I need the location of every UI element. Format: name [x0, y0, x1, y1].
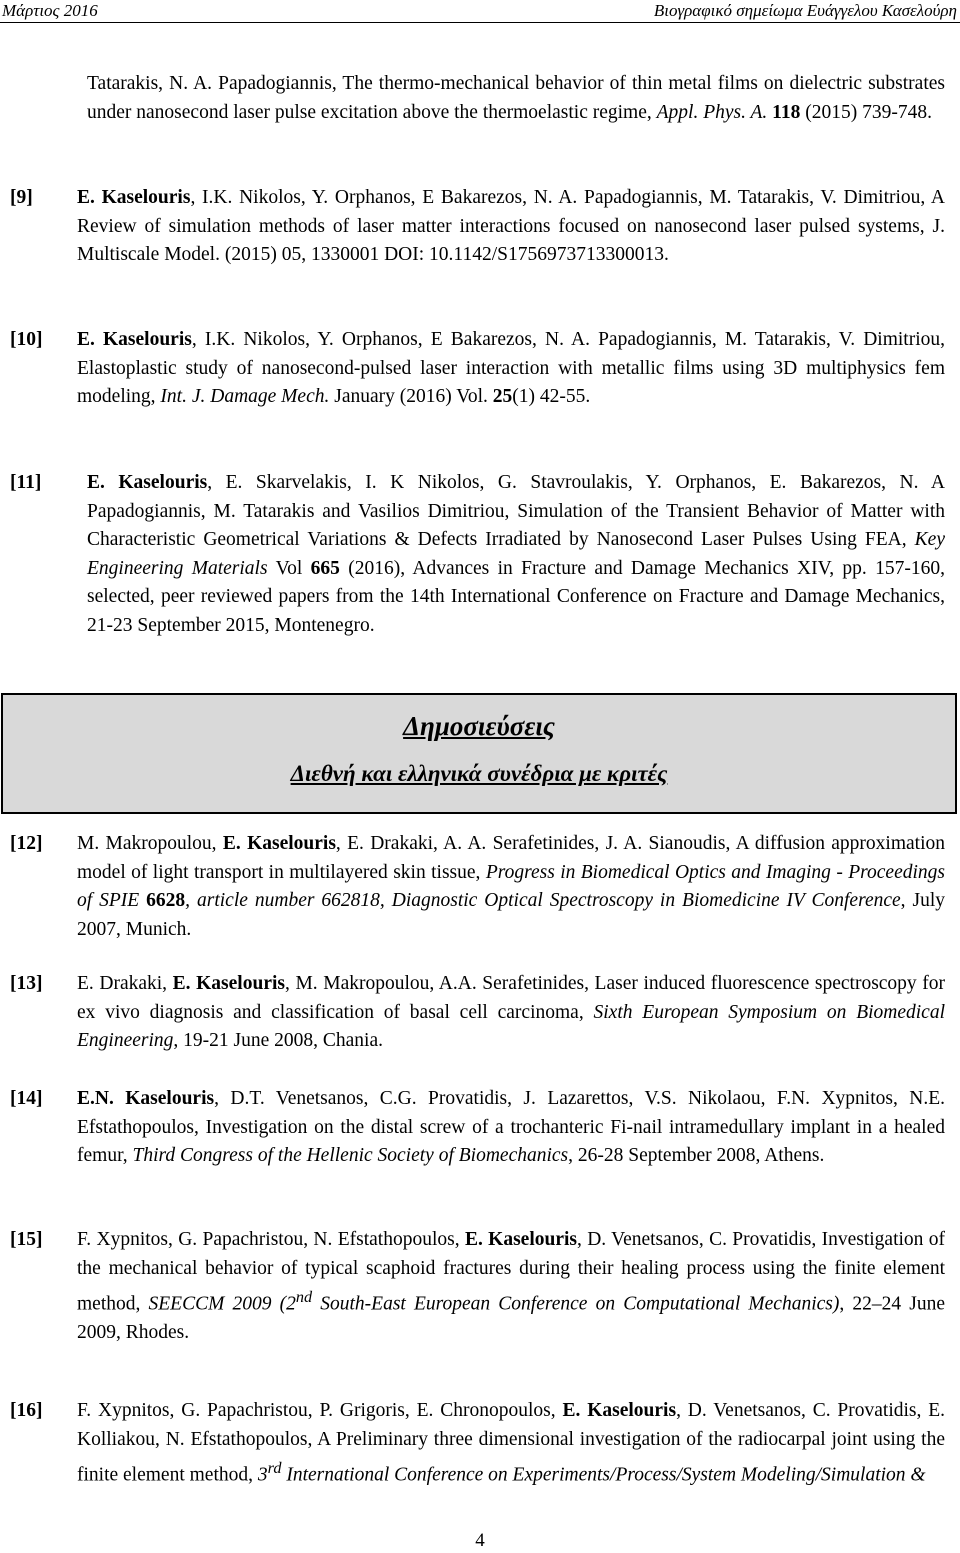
section-title: Δημοσιεύσεις [403, 711, 555, 741]
reference-number: [14] [10, 1088, 43, 1109]
reference-12: [12] M. Makropoulou, E. Kaselouris, E. Drakaki, A. A. Serafetinides, J. A. Sianoudis, A diffusion approximation model of light transport in multilayered skin tissue, Progress in Biomedical Optics and Imaging - Proceedings of SPIE 6628, article number 662818, Diagnostic Optical Spectroscopy in Biomedicine IV Conference, July 2007, Munich. [77, 830, 945, 944]
reference-13: [13] E. Drakaki, E. Kaselouris, M. Makropoulou, A.A. Serafetinides, Laser induced fluorescence spectroscopy for ex vivo diagnosis and classification of basal cell carcinoma, Sixth European Symposium on Biomedical Engineering, 19-21 June 2008, Chania. [77, 970, 945, 1056]
reference-15: [15] F. Xypnitos, G. Papachristou, N. Efstathopoulos, E. Kaselouris, D. Venetsanos, C. Provatidis, Investigation of the mechanical behavior of typical scaphoid fractures during their healing process using the finite element method, SEECCM 2009 (2nd South-East European Conference on Computational Mechanics), 22–24 June 2009, Rhodes. [77, 1226, 945, 1348]
reference-number: [12] [10, 833, 43, 854]
author-highlight: E. Kaselouris [77, 329, 192, 350]
reference-number: [9] [10, 187, 33, 208]
page-number: 4 [475, 1530, 485, 1551]
page-header [0, 0, 960, 23]
author-highlight: E. Kaselouris [562, 1400, 677, 1421]
reference-11: [11] E. Kaselouris, E. Skarvelakis, I. K Nikolos, G. Stavroulakis, Y. Orphanos, E. Bakarezos, N. A Papadogiannis, M. Tatarakis and Vasilios Dimitriou, Simulation of the Transient Behavior of Matter with Characteristic Geometrical Variations & Defects Irradiated by Nanosecond Laser Pulses Using FEA, Key Engineering Materials Vol 665 (2016), Advances in Fracture and Damage Mechanics XIV, pp. 157-160, selected, peer reviewed papers from the 14th International Conference on Fracture and Damage Mechanics, 21-23 September 2015, Montenegro. [87, 469, 945, 641]
author-highlight: Kaselouris [196, 973, 285, 994]
author-highlight: E. Kaselouris [87, 472, 208, 493]
reference-continuation: Tatarakis, N. A. Papadogiannis, The thermo-mechanical behavior of thin metal films on dielectric substrates under nanosecond laser pulse excitation above the thermoelastic regime, Appl. Phys. A. 118 (2015) 739-748. [87, 73, 945, 123]
section-subtitle: Διεθνή και ελληνικά συνέδρια με κριτές [290, 761, 668, 786]
author-highlight: E.N. Kaselouris [77, 1088, 215, 1109]
author-highlight: Kaselouris [247, 833, 336, 854]
reference-number: [15] [10, 1229, 43, 1250]
reference-number: [11] [10, 472, 42, 493]
reference-10: [10] E. Kaselouris, I.K. Nikolos, Y. Orphanos, E Bakarezos, N. A. Papadogiannis, M. Tatarakis, V. Dimitriou, Elastoplastic study of nanosecond-pulsed laser interaction with metallic films using 3D multiphysics fem modeling, Int. J. Damage Mech. January (2016) Vol. 25(1) 42-55. [77, 326, 945, 412]
reference-9: [9] E. Kaselouris, I.K. Nikolos, Y. Orphanos, E Bakarezos, N. A. Papadogiannis, M. Tatarakis, V. Dimitriou, A Review of simulation methods of laser matter interactions focused on nanosecond laser pulsed systems, J. Multiscale Model. (2015) 05, 1330001 DOI: 10.1142/S1756973713300013. [77, 184, 945, 270]
author-highlight: E. Kaselouris [464, 1229, 577, 1250]
reference-16: [16] F. Xypnitos, G. Papachristou, P. Grigoris, E. Chronopoulos, E. Kaselouris, D. Venetsanos, C. Provatidis, E. Kolliakou, N. Efstathopoulos, A Preliminary three dimensional investigation of the radiocarpal joint using the finite element method, 3rd International Conference on Experiments/Process/System Modeling/Simulation & [77, 1397, 945, 1490]
reference-number: [16] [10, 1400, 43, 1421]
author-highlight: E. Kaselouris [77, 187, 191, 208]
reference-number: [13] [10, 973, 43, 994]
header-title: Βιογραφικό σημείωμα Ευάγγελου Κασελούρη [653, 1, 957, 20]
header-date: Μάρτιος 2016 [2, 1, 98, 20]
reference-14: [14] E.N. Kaselouris, D.T. Venetsanos, C.G. Provatidis, J. Lazarettos, V.S. Nikolaou, F.N. Xypnitos, N.E. Efstathopoulos, Investigation on the distal screw of a trochanteric Fi-nail intramedullary implant in a healed femur, Third Congress of the Hellenic Society of Biomechanics, 26-28 September 2008, Athens. [77, 1085, 945, 1171]
section-banner [1, 693, 957, 814]
reference-number: [10] [10, 329, 43, 350]
